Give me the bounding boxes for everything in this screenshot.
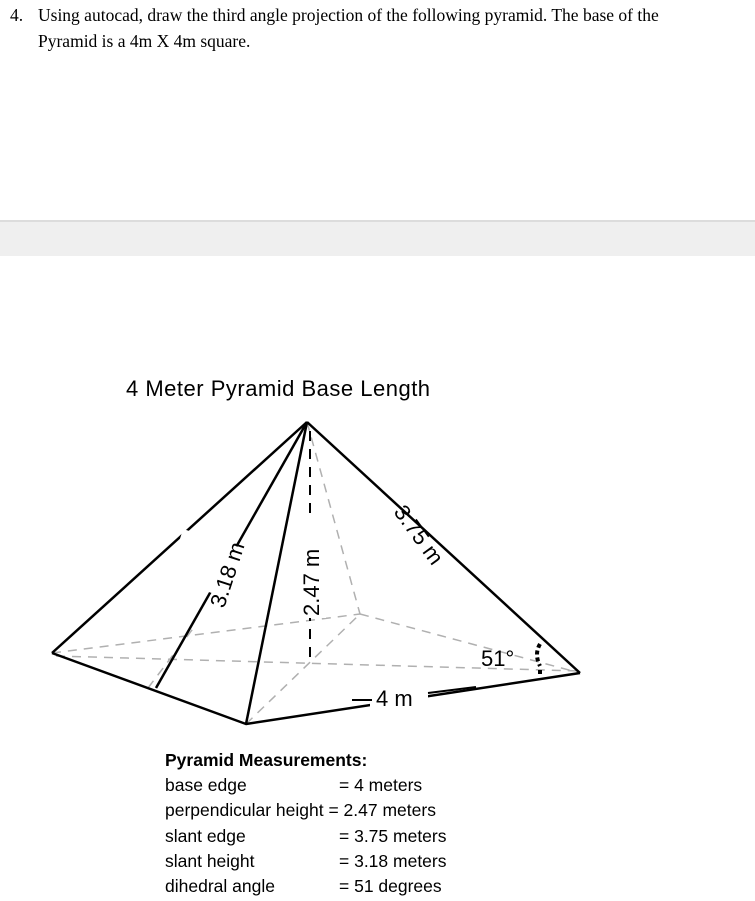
measurement-row bbox=[165, 773, 436, 798]
slant-height-label: 3.18 m bbox=[204, 538, 250, 611]
measurement-row bbox=[165, 849, 447, 874]
measurement-value: = 2.47 meters bbox=[328, 800, 436, 821]
measurement-label: perpendicular height bbox=[165, 800, 324, 821]
measurements-block bbox=[165, 748, 447, 899]
measurements-title: Pyramid Measurements: bbox=[165, 750, 368, 770]
angle-label: 51° bbox=[481, 646, 515, 671]
question-line-2: Pyramid is a 4m X 4m square. bbox=[38, 31, 251, 51]
measurement-label: dihedral angle bbox=[165, 875, 275, 896]
question-text bbox=[0, 0, 755, 220]
measurement-value: = 3.18 meters bbox=[339, 850, 447, 871]
section-divider bbox=[0, 220, 755, 256]
hidden-back-left-edge bbox=[52, 614, 360, 653]
slant-edge-label: 3.75 m bbox=[388, 500, 449, 570]
base-edge-label: 4 m bbox=[376, 686, 413, 711]
pyramid-figure bbox=[0, 256, 755, 901]
figure-title: 4 Meter Pyramid Base Length bbox=[126, 376, 431, 401]
measurement-row bbox=[165, 874, 442, 899]
measurement-value: = 51 degrees bbox=[339, 875, 442, 896]
left-slant-edge bbox=[52, 422, 307, 653]
measurement-value: = 4 meters bbox=[339, 775, 423, 796]
angle-marker bbox=[537, 644, 540, 676]
question-number: 4. bbox=[10, 5, 24, 25]
hidden-diagonal-b bbox=[246, 614, 360, 724]
hidden-slant-height-foot bbox=[148, 626, 195, 688]
measurement-value: = 3.75 meters bbox=[339, 825, 447, 846]
measurement-label: slant height bbox=[165, 850, 255, 871]
question-line-1: Using autocad, draw the third angle projection of the following pyramid. The base of the bbox=[38, 5, 659, 25]
measurement-row bbox=[165, 824, 447, 849]
measurement-label: base edge bbox=[165, 775, 247, 796]
measurement-label: slant edge bbox=[165, 825, 246, 846]
perpendicular-height-label: 2.47 m bbox=[299, 548, 324, 616]
measurement-row bbox=[165, 798, 436, 823]
